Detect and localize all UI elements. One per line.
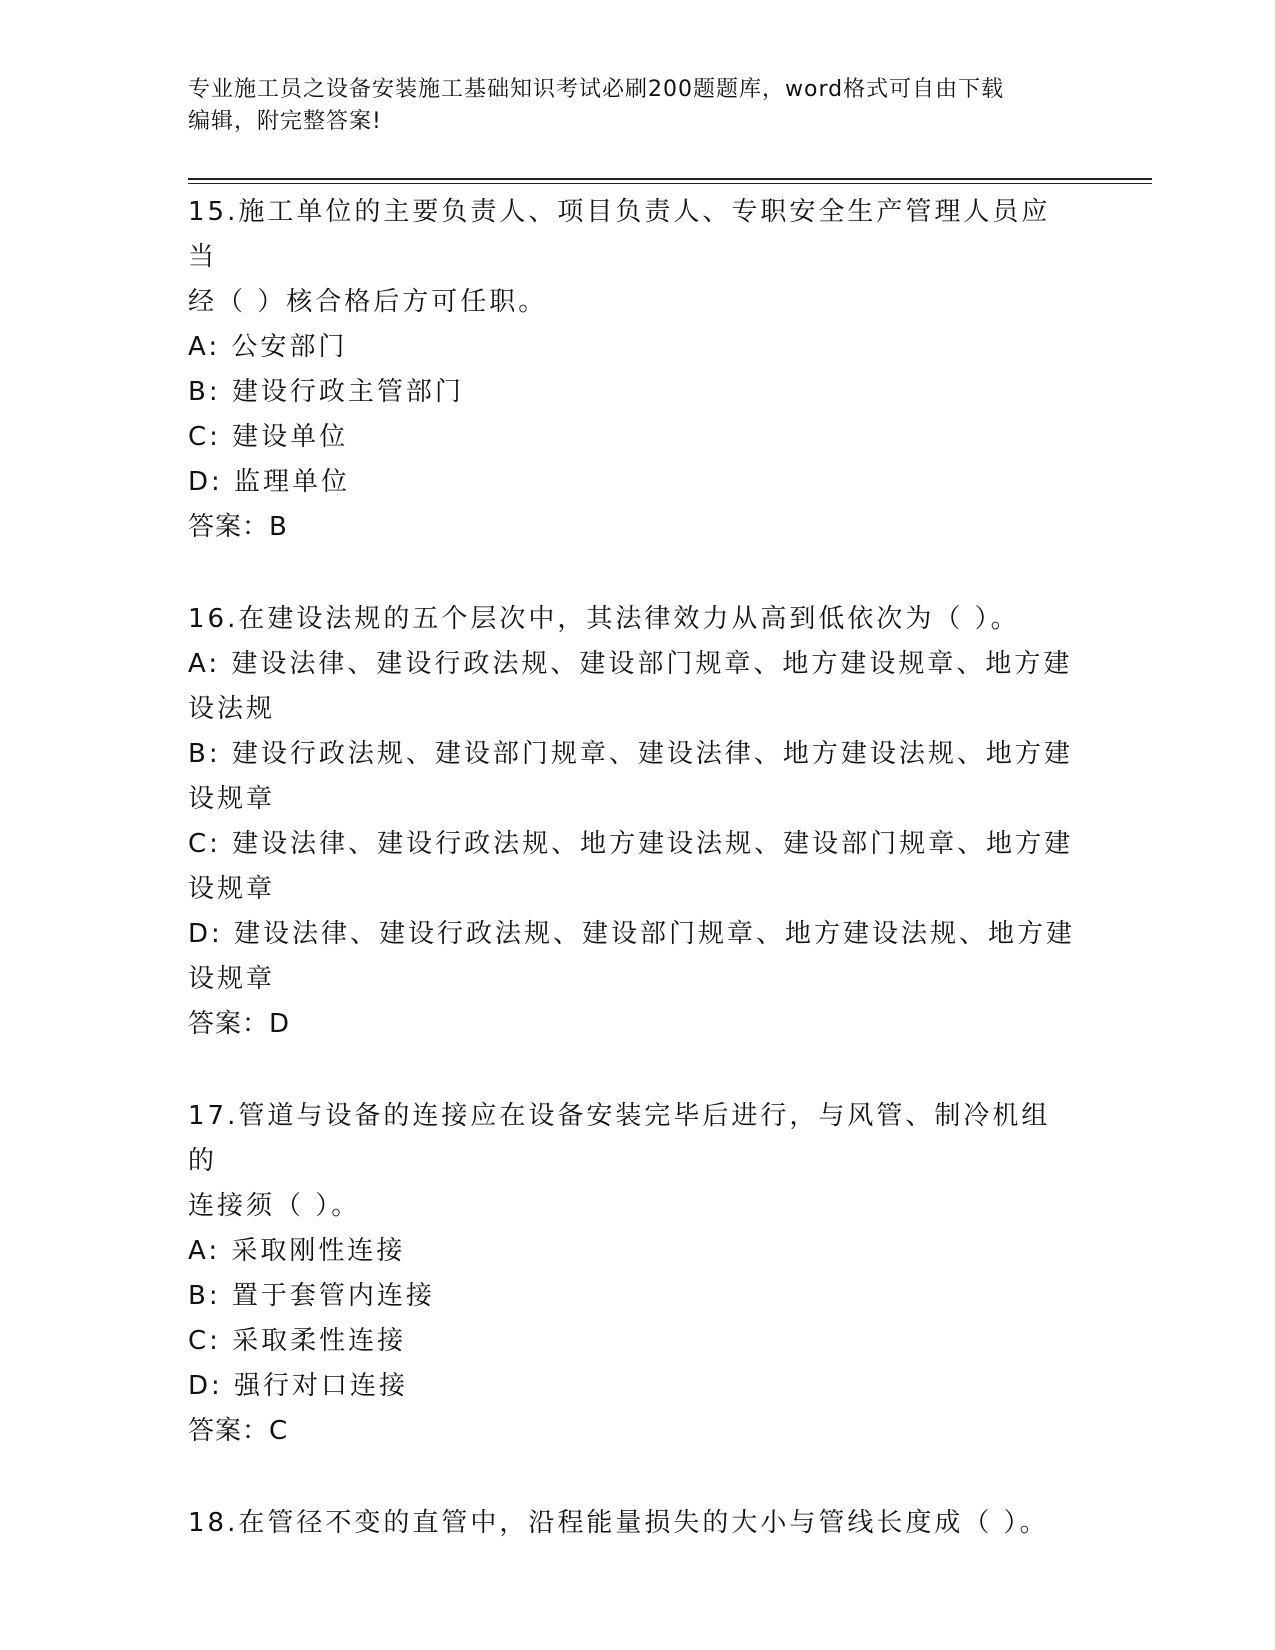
option-c-continued: 设规章 xyxy=(188,874,276,904)
question-stem: 18.在管径不变的直管中，沿程能量损失的大小与管线长度成（ ）。 xyxy=(188,1508,1049,1538)
question-stem: 16.在建设法规的五个层次中，其法律效力从高到低依次为（ ）。 xyxy=(188,604,1020,634)
option-d: D: 强行对口连接 xyxy=(188,1371,409,1401)
header-divider-thin xyxy=(188,183,1152,184)
spacer xyxy=(188,550,1078,597)
answer: 答案：D xyxy=(188,1009,291,1039)
answer: 答案：B xyxy=(188,512,288,542)
answer: 答案：C xyxy=(188,1416,289,1446)
question-stem-continued: 经（ ）核合格后方可任职。 xyxy=(188,287,548,317)
spacer xyxy=(188,1454,1078,1501)
option-b-continued: 设规章 xyxy=(188,784,276,814)
spacer xyxy=(188,1047,1078,1094)
question-18 xyxy=(188,1501,1078,1546)
option-b: B: 建设行政法规、建设部门规章、建设法律、地方建设法规、地方建 xyxy=(188,739,1073,769)
option-b: B: 置于套管内连接 xyxy=(188,1281,435,1311)
question-list xyxy=(188,190,1078,1546)
header-divider-thick xyxy=(188,178,1152,180)
question-16 xyxy=(188,597,1078,1047)
header-line-2: 编辑，附完整答案! xyxy=(188,109,382,134)
option-c: C: 建设单位 xyxy=(188,422,349,452)
option-c: C: 采取柔性连接 xyxy=(188,1326,407,1356)
option-d: D: 建设法律、建设行政法规、建设部门规章、地方建设法规、地方建 xyxy=(188,919,1076,949)
option-a: A: 采取刚性连接 xyxy=(188,1236,406,1266)
question-15 xyxy=(188,190,1078,550)
option-a: A: 公安部门 xyxy=(188,332,348,362)
question-stem-continued: 连接须（ ）。 xyxy=(188,1191,361,1221)
option-a-continued: 设法规 xyxy=(188,694,276,724)
header-line-1: 专业施工员之设备安装施工基础知识考试必刷200题题库，word格式可自由下载 xyxy=(188,77,1005,102)
document-header xyxy=(188,74,1068,138)
question-17 xyxy=(188,1094,1078,1454)
question-stem: 15.施工单位的主要负责人、项目负责人、专职安全生产管理人员应当 xyxy=(188,197,1051,272)
option-d-continued: 设规章 xyxy=(188,964,276,994)
option-b: B: 建设行政主管部门 xyxy=(188,377,464,407)
question-stem: 17.管道与设备的连接应在设备安装完毕后进行，与风管、制冷机组的 xyxy=(188,1101,1051,1176)
option-c: C: 建设法律、建设行政法规、地方建设法规、建设部门规章、地方建 xyxy=(188,829,1074,859)
option-a: A: 建设法律、建设行政法规、建设部门规章、地方建设规章、地方建 xyxy=(188,649,1073,679)
option-d: D: 监理单位 xyxy=(188,467,351,497)
